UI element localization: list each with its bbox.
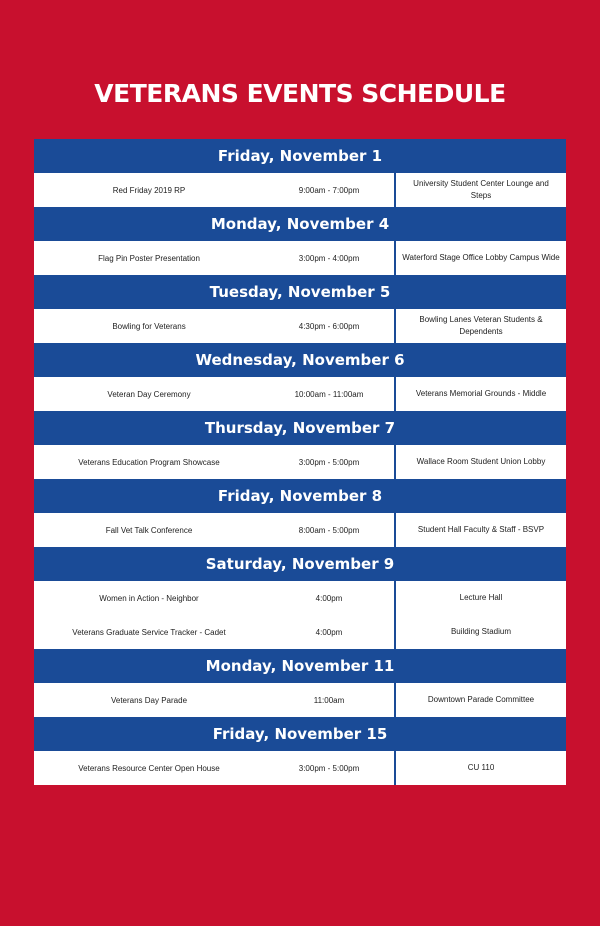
event-row [34, 683, 566, 717]
day-header: Friday, November 15 [34, 717, 566, 751]
event-location: University Student Center Lounge and Steps [394, 173, 566, 207]
event-row [34, 513, 566, 547]
day-header: Friday, November 1 [34, 139, 566, 173]
event-name: Veterans Graduate Service Tracker - Cadet [72, 627, 226, 637]
event-time: 10:00am - 11:00am [294, 389, 364, 399]
event-row [34, 445, 566, 479]
event-name: Flag Pin Poster Presentation [98, 253, 200, 263]
event-name: Veterans Day Parade [110, 695, 188, 705]
event-location: Student Hall Faculty & Staff - BSVP [394, 513, 566, 547]
event-location: CU 110 [394, 751, 566, 785]
event-time: 4:30pm - 6:00pm [298, 321, 360, 331]
event-location: Lecture Hall [394, 581, 566, 615]
event-name: Veterans Education Program Showcase [78, 457, 220, 467]
day-header: Friday, November 8 [34, 479, 566, 513]
event-row [34, 377, 566, 411]
event-row [34, 581, 566, 615]
events-schedule-table [34, 139, 566, 785]
event-time: 3:00pm - 5:00pm [298, 457, 360, 467]
event-location: Veterans Memorial Grounds - Middle [394, 377, 566, 411]
event-time: 8:00am - 5:00pm [298, 525, 360, 535]
event-location: Downtown Parade Committee [394, 683, 566, 717]
event-group [34, 581, 566, 649]
event-name: Women in Action - Neighbor [99, 593, 199, 603]
event-time: 3:00pm - 5:00pm [298, 763, 360, 773]
event-name: Bowling for Veterans [112, 321, 186, 331]
event-time: 3:00pm - 4:00pm [298, 253, 360, 263]
event-row [34, 173, 566, 207]
day-header: Monday, November 11 [34, 649, 566, 683]
event-name: Veteran Day Ceremony [107, 389, 191, 399]
event-row [34, 615, 566, 649]
event-name: Fall Vet Talk Conference [105, 525, 193, 535]
day-header: Thursday, November 7 [34, 411, 566, 445]
day-header: Saturday, November 9 [34, 547, 566, 581]
event-time: 4:00pm [315, 627, 343, 637]
event-location: Wallace Room Student Union Lobby [394, 445, 566, 479]
page-title: VETERANS EVENTS SCHEDULE [94, 79, 506, 108]
event-row [34, 309, 566, 343]
event-name: Red Friday 2019 RP [112, 185, 186, 195]
event-row [34, 751, 566, 785]
event-name: Veterans Resource Center Open House [78, 763, 220, 773]
day-header: Wednesday, November 6 [34, 343, 566, 377]
day-header: Monday, November 4 [34, 207, 566, 241]
event-location: Waterford Stage Office Lobby Campus Wide [394, 241, 566, 275]
event-location: Building Stadium [394, 615, 566, 649]
event-time: 4:00pm [315, 593, 343, 603]
event-time: 11:00am [313, 695, 345, 705]
event-time: 9:00am - 7:00pm [298, 185, 360, 195]
event-location: Bowling Lanes Veteran Students & Dependents [394, 309, 566, 343]
event-row [34, 241, 566, 275]
day-header: Tuesday, November 5 [34, 275, 566, 309]
